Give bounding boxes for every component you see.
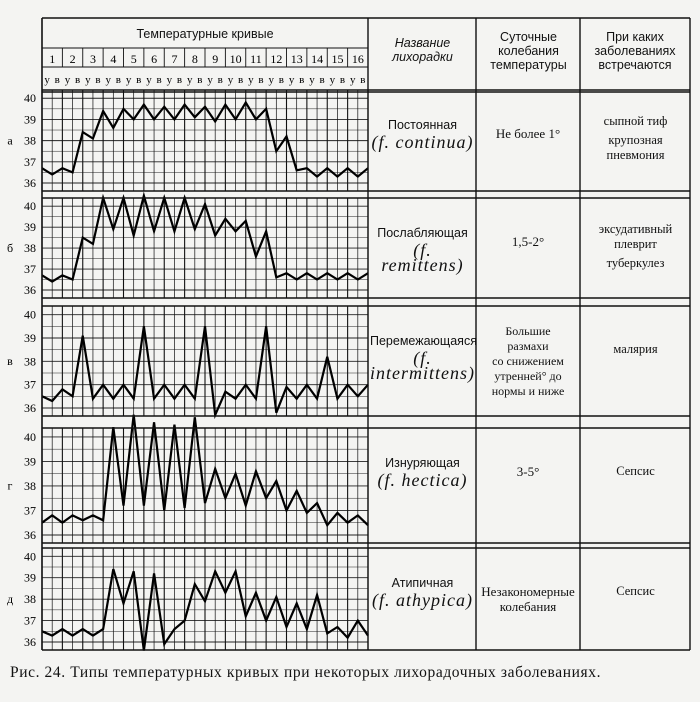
y-tick-label: 37: [24, 613, 36, 628]
time-label: у: [64, 74, 71, 86]
fever-latin-name: (f. remittens): [381, 240, 464, 275]
y-tick-label: 38: [24, 592, 36, 607]
y-tick-label: 38: [24, 133, 36, 148]
y-tick-label: 40: [24, 91, 36, 106]
fever-name-cell: [370, 334, 475, 381]
disease-item: крупозная пневмония: [606, 133, 665, 162]
day-number: 5: [130, 52, 137, 66]
fever-name-cell: [370, 226, 475, 273]
day-number: 7: [171, 52, 178, 66]
y-tick-label: 40: [24, 429, 36, 444]
time-label: у: [146, 74, 152, 86]
disease-item: туберкулез: [606, 256, 665, 270]
fever-latin-name: (f. intermittens): [370, 348, 475, 383]
time-label: в: [54, 74, 60, 86]
figure-caption: Рис. 24. Типы температурных кривых при некоторых лихорадочных заболеваниях.: [10, 664, 602, 681]
row-letter: г: [7, 478, 13, 493]
time-label: у: [105, 74, 111, 86]
row-letter: д: [6, 592, 14, 606]
day-number: 14: [311, 52, 324, 66]
curves-title: Температурные кривые: [136, 27, 274, 41]
diseases-cell: [583, 342, 688, 361]
time-label: у: [166, 74, 173, 86]
y-tick-label: 36: [24, 283, 36, 297]
daily-range-cell: Не более 1°: [495, 126, 561, 141]
y-tick-label: 36: [24, 401, 36, 415]
fever-name-header: Название лихорадки: [392, 36, 453, 64]
fever-latin-name: (f. athypica): [372, 590, 473, 610]
fever-name: Атипичная: [391, 576, 454, 590]
time-label: у: [85, 74, 91, 86]
fever-latin-name: (f. continua): [371, 132, 474, 152]
y-tick-label: 37: [24, 503, 36, 518]
y-tick-label: 39: [24, 454, 36, 469]
time-label: в: [75, 74, 81, 86]
y-tick-label: 37: [24, 262, 36, 277]
fever-name: Перемежающаяся: [370, 334, 477, 348]
time-label: в: [176, 74, 183, 86]
time-label: у: [309, 74, 315, 86]
y-tick-label: 39: [24, 331, 36, 345]
time-label: в: [360, 74, 366, 86]
diseases-cell: [583, 464, 688, 483]
time-label: в: [217, 74, 223, 86]
time-label: в: [258, 74, 264, 86]
y-tick-label: 36: [24, 635, 36, 649]
day-number: 12: [270, 52, 283, 66]
disease-item: малярия: [613, 342, 658, 356]
time-label: у: [207, 74, 213, 86]
daily-range-cell: 1,5-2°: [511, 234, 545, 249]
daily-range-cell: Незакономерные колебания: [481, 584, 575, 614]
fever-name-cell: [370, 118, 475, 150]
day-number: 16: [351, 52, 364, 66]
y-tick-label: 40: [24, 549, 36, 564]
fever-name: Постоянная: [387, 118, 458, 132]
time-label: в: [319, 74, 325, 86]
day-number: 10: [229, 52, 242, 66]
row-letter: в: [7, 354, 13, 368]
y-tick-label: 39: [24, 570, 36, 585]
time-label: у: [288, 74, 295, 86]
y-tick-label: 38: [24, 241, 36, 256]
time-label: у: [44, 74, 50, 86]
day-number: 4: [110, 52, 117, 66]
y-tick-label: 37: [24, 377, 36, 392]
y-tick-label: 36: [24, 528, 36, 542]
fever-name: Изнуряющая: [385, 456, 460, 470]
fever-latin-name: (f. hectica): [377, 470, 468, 490]
time-label: в: [115, 74, 122, 86]
y-tick-label: 40: [24, 199, 36, 214]
time-label: в: [339, 74, 346, 86]
time-label: у: [248, 74, 254, 86]
y-tick-label: 38: [24, 354, 36, 369]
y-tick-label: 37: [24, 154, 36, 169]
time-label: в: [238, 74, 244, 86]
time-label: в: [156, 74, 162, 86]
fever-name: Послабляющая: [377, 226, 468, 240]
y-tick-label: 39: [24, 112, 36, 127]
diseases-cell: [583, 584, 688, 603]
day-number: 13: [290, 52, 303, 66]
day-number: 11: [250, 52, 262, 66]
y-tick-label: 39: [24, 220, 36, 235]
axis-labels: [7, 52, 366, 649]
diseases-cell: [583, 114, 688, 167]
diseases-header: При каких заболеваниях встречаются: [594, 30, 676, 72]
day-number: 2: [69, 52, 76, 66]
daily-range-header: Суточные колебания температуры: [490, 30, 567, 72]
y-tick-label: 38: [24, 478, 36, 493]
time-label: у: [125, 74, 132, 86]
time-label: у: [329, 74, 336, 86]
row-letter: б: [6, 241, 14, 255]
time-label: у: [227, 74, 234, 86]
time-label: в: [95, 74, 101, 86]
day-number: 9: [212, 52, 219, 66]
y-tick-label: 36: [24, 176, 36, 190]
day-number: 1: [49, 52, 56, 66]
disease-item: Сепсис: [616, 464, 655, 478]
diseases-cell: [583, 222, 688, 275]
daily-range-cell: Большие размахи со снижением утренней° до нормы и ниже: [491, 324, 565, 398]
disease-item: Сепсис: [616, 584, 655, 598]
time-label: в: [278, 74, 285, 86]
day-number: 8: [191, 52, 198, 66]
daily-range-cell: 3-5°: [516, 464, 540, 479]
time-label: в: [136, 74, 142, 86]
time-label: в: [197, 74, 203, 86]
day-number: 6: [151, 52, 158, 66]
disease-item: сыпной тиф: [603, 114, 668, 128]
time-label: у: [349, 74, 356, 86]
day-number: 15: [331, 52, 344, 66]
fever-name-cell: [370, 456, 475, 488]
row-letter: а: [7, 133, 13, 148]
time-label: в: [299, 74, 305, 86]
day-number: 3: [89, 52, 96, 66]
disease-item: эксудативный плеврит: [598, 222, 673, 251]
time-label: у: [186, 74, 193, 86]
y-tick-label: 40: [24, 307, 36, 322]
time-label: у: [268, 74, 274, 86]
fever-name-cell: [370, 576, 475, 608]
